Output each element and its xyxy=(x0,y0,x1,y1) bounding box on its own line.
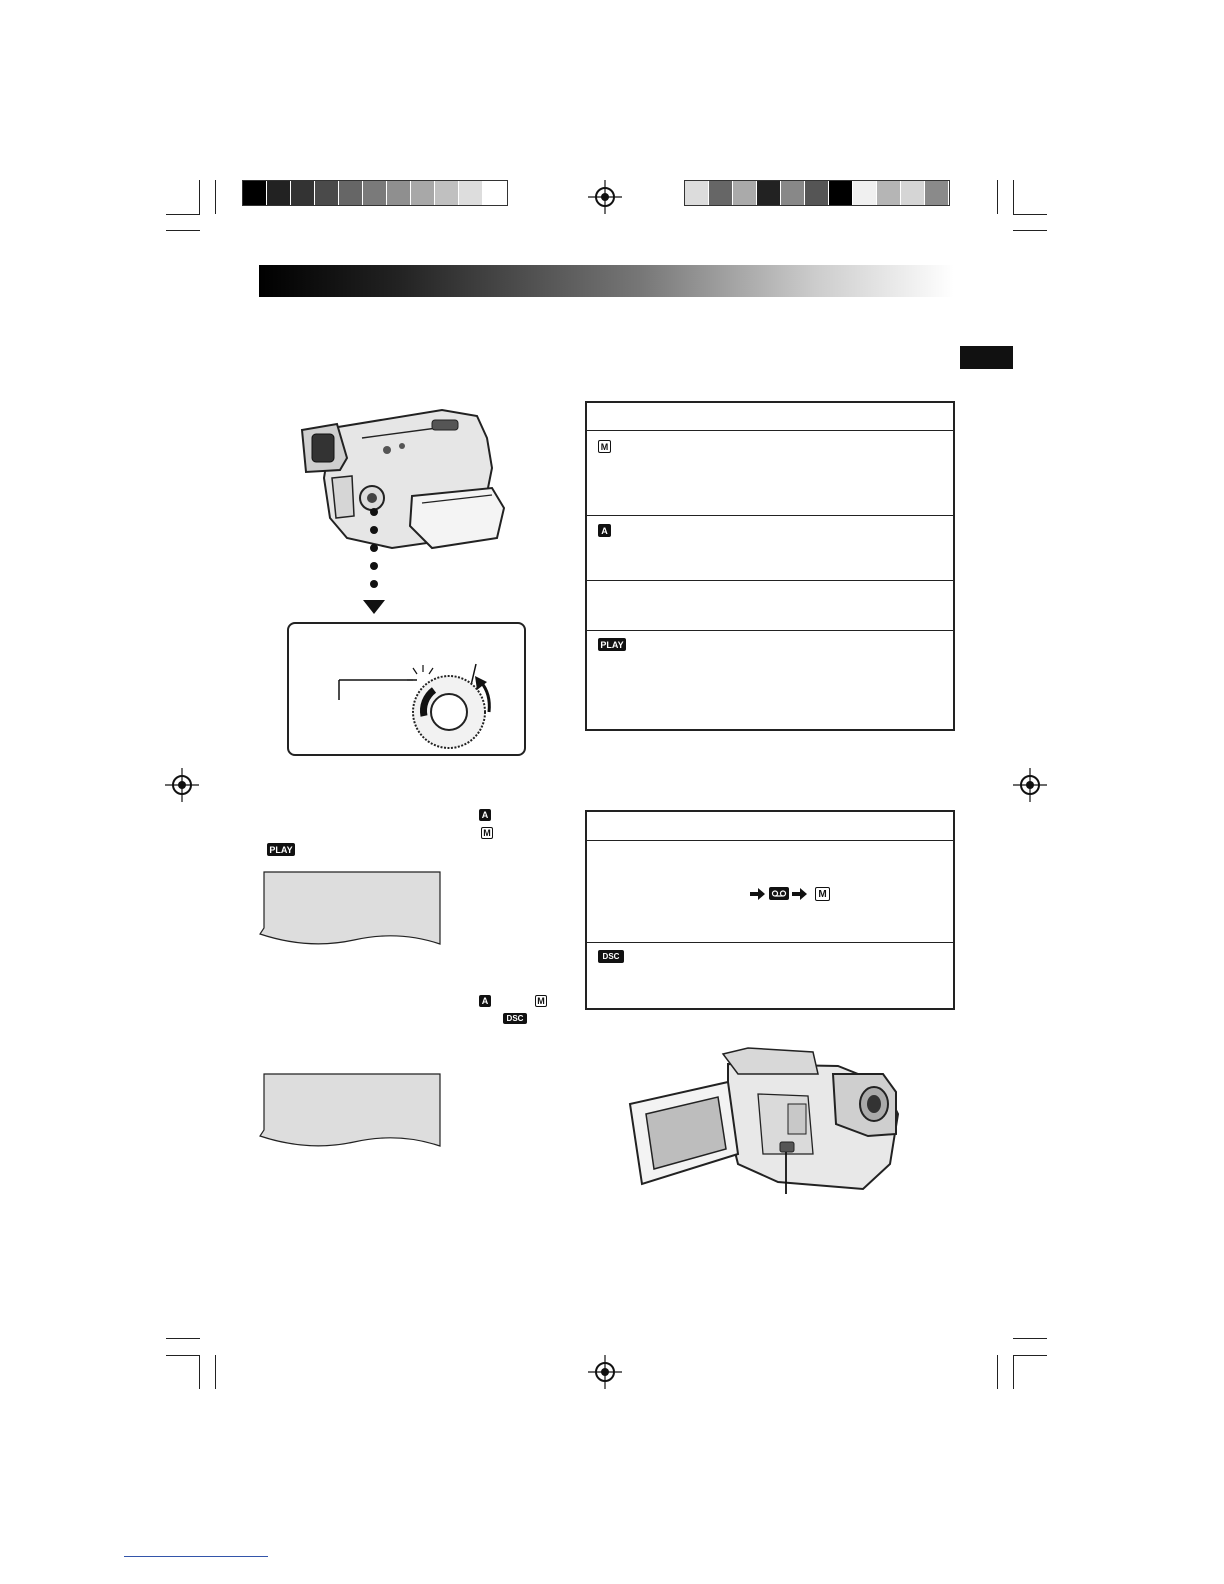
crop-mark xyxy=(166,230,200,231)
power-switch-dial xyxy=(289,624,524,754)
table-row xyxy=(587,840,953,842)
power-switch-detail-box xyxy=(287,622,526,756)
registration-mark-icon xyxy=(165,768,199,802)
operation-mode-table xyxy=(585,810,955,1010)
crop-mark xyxy=(215,1355,216,1389)
play-mode-badge: PLAY xyxy=(598,638,626,651)
lcd-display-illustration xyxy=(258,1072,446,1152)
camcorder-rear-illustration xyxy=(292,398,522,558)
crop-mark xyxy=(166,214,200,215)
dsc-mode-badge: DSC xyxy=(598,950,624,963)
tape-icon xyxy=(769,887,789,900)
auto-mode-badge: A xyxy=(479,809,491,821)
crop-mark xyxy=(997,1355,998,1389)
manual-mode-badge: M xyxy=(598,440,611,453)
table-row xyxy=(587,942,953,944)
dsc-mode-badge: DSC xyxy=(503,1013,527,1024)
table-row xyxy=(587,580,953,582)
crop-mark xyxy=(199,1355,200,1389)
crop-mark xyxy=(166,1355,200,1356)
crop-mark xyxy=(1013,180,1014,214)
camcorder-lcd-open-illustration xyxy=(628,1044,903,1194)
lcd-display-illustration xyxy=(258,870,446,950)
section-header-bar xyxy=(259,265,954,297)
manual-mode-badge: M xyxy=(481,827,493,839)
table-row xyxy=(587,430,953,432)
registration-mark-icon xyxy=(1013,768,1047,802)
arrow-right-icon xyxy=(792,887,808,901)
table-row xyxy=(587,630,953,632)
crop-mark xyxy=(215,180,216,214)
crop-mark xyxy=(1013,230,1047,231)
auto-mode-badge: A xyxy=(598,524,611,537)
manual-mode-badge: M xyxy=(535,995,547,1007)
registration-mark-icon xyxy=(588,1355,622,1389)
registration-mark-icon xyxy=(588,180,622,214)
crop-mark xyxy=(1013,214,1047,215)
crop-mark xyxy=(199,180,200,214)
color-calibration-strip xyxy=(684,180,950,206)
crop-mark xyxy=(1013,1338,1047,1339)
crop-mark xyxy=(166,1338,200,1339)
crop-mark xyxy=(1013,1355,1047,1356)
crop-mark xyxy=(1013,1355,1014,1389)
play-mode-badge: PLAY xyxy=(267,843,295,856)
grayscale-calibration-strip xyxy=(242,180,508,206)
footer-rule xyxy=(124,1556,268,1557)
auto-mode-badge: A xyxy=(479,995,491,1007)
crop-mark xyxy=(997,180,998,214)
manual-mode-badge: M xyxy=(815,887,830,901)
arrow-right-icon xyxy=(750,887,766,901)
language-tab xyxy=(960,346,1013,369)
table-row xyxy=(587,515,953,517)
power-switch-position-table xyxy=(585,401,955,731)
dotted-pointer xyxy=(362,500,386,620)
